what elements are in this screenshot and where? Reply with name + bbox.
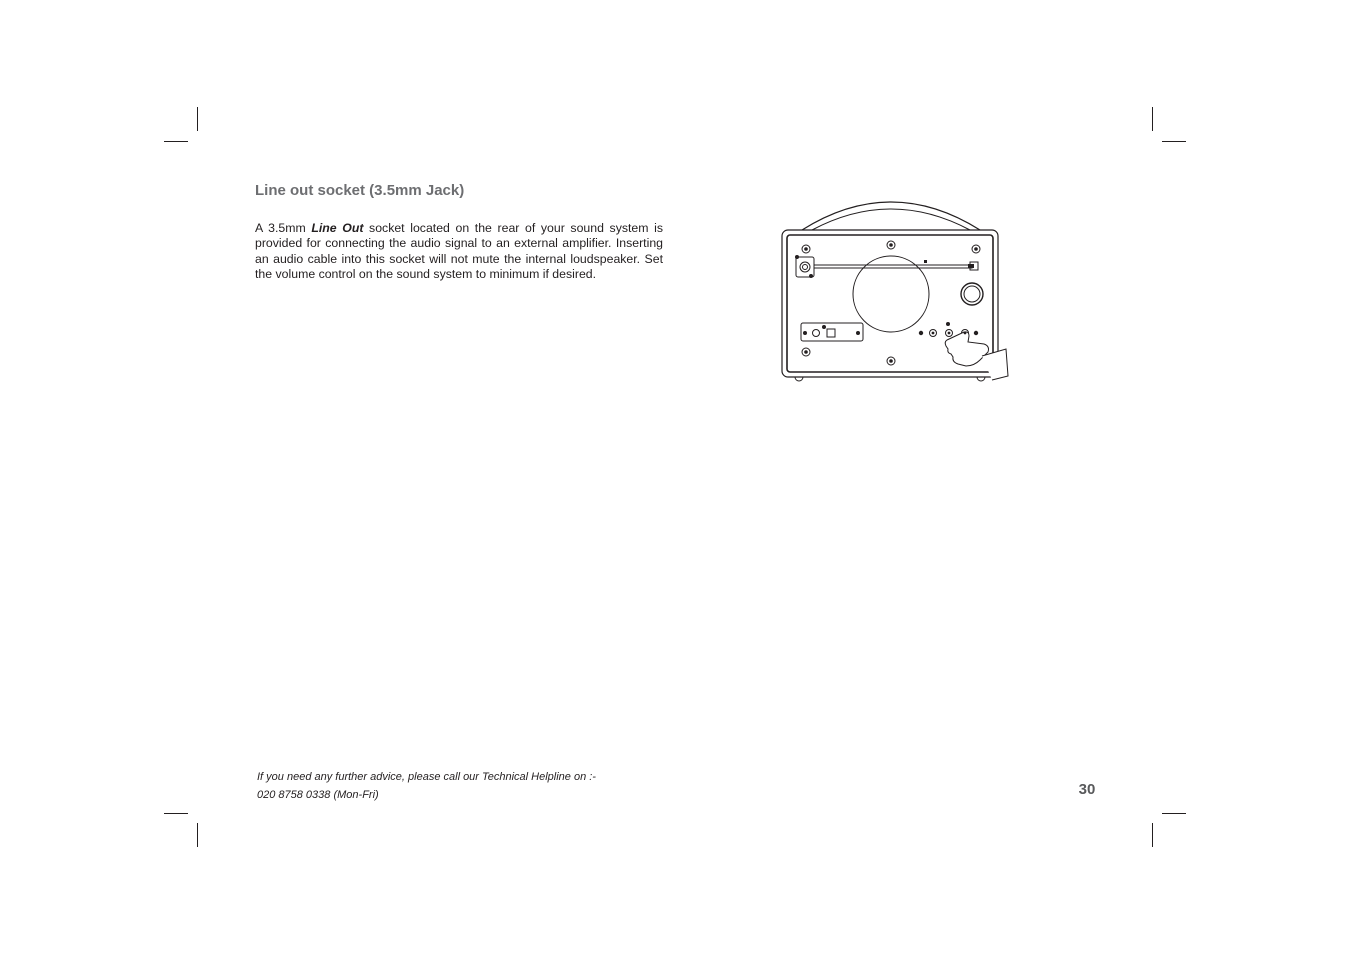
helpline-number: 020 8758 0338 (Mon-Fri) [257, 789, 379, 801]
line-out-emphasis: Line Out [311, 221, 364, 235]
paragraph-text-start: A 3.5mm [255, 221, 312, 235]
paragraph-text-rest: socket located on the rear of your sound system is provided for connecting the audio signal to an external amplifier. Inserting an audio cable into this socket will not mute the internal loudspeaker. Set the volume control on the sound system to minimum if desired. [255, 221, 663, 282]
crop-mark-top-right-vertical [1152, 107, 1153, 131]
aerial-socket-outer [800, 262, 810, 272]
crop-mark-bottom-right-horizontal [1162, 813, 1186, 814]
helpline-footer [257, 768, 596, 804]
helpline-text: If you need any further advice, please call our Technical Helpline on :- [257, 771, 596, 783]
speaker-grille [853, 256, 929, 332]
section-heading: Line out socket (3.5mm Jack) [255, 182, 465, 199]
knob-inner [964, 286, 980, 302]
dc-socket [813, 330, 820, 337]
crop-mark-top-left-horizontal [164, 141, 188, 142]
dc-panel [801, 323, 863, 341]
crop-mark-top-right-horizontal [1162, 141, 1186, 142]
page-number: 30 [1078, 781, 1096, 798]
hand-pointer [945, 332, 988, 366]
handle-outer [802, 202, 980, 230]
dc-switch [827, 329, 835, 337]
crop-mark-top-left-vertical [197, 107, 198, 131]
crop-mark-bottom-left-horizontal [164, 813, 188, 814]
aerial [814, 265, 972, 268]
section-paragraph [255, 221, 663, 283]
radio-rear-illustration [776, 192, 1012, 384]
aerial-socket-box [796, 257, 814, 277]
crop-mark-bottom-right-vertical [1152, 823, 1153, 847]
crop-mark-bottom-left-vertical [197, 823, 198, 847]
aerial-socket-inner [803, 265, 808, 270]
handle-inner [812, 209, 970, 230]
